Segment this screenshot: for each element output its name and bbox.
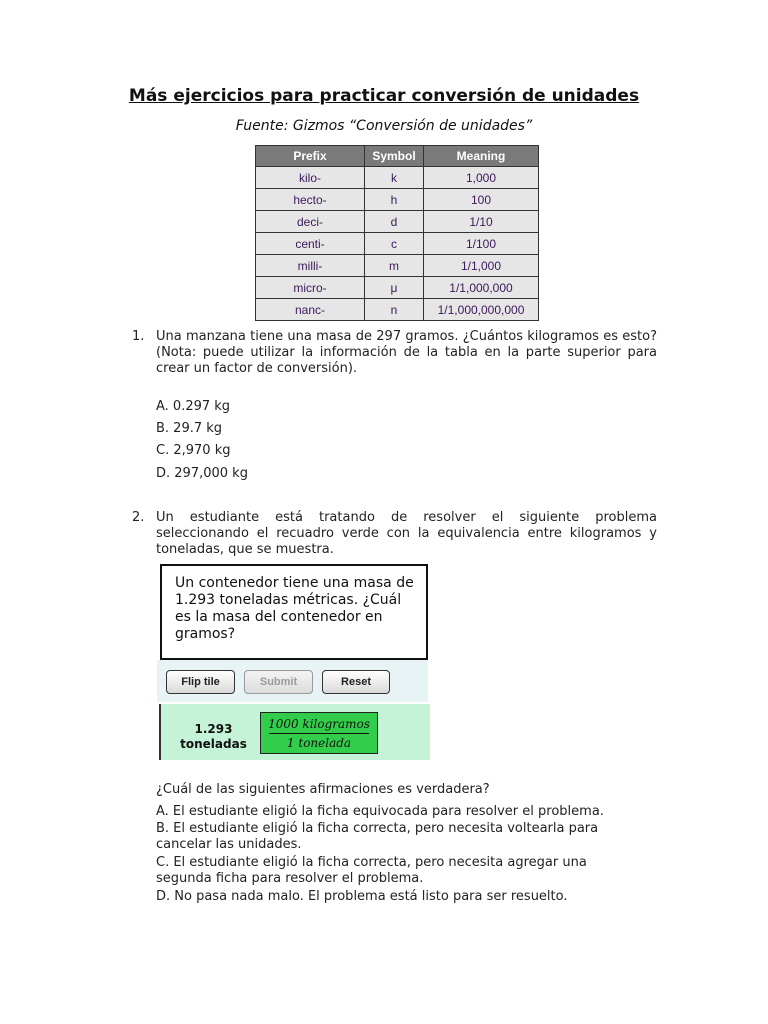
submit-button[interactable]: Submit bbox=[244, 670, 313, 694]
table-row bbox=[256, 255, 539, 277]
answer-option: A. El estudiante eligió la ficha equivocada para resolver el problema. bbox=[156, 804, 604, 819]
prefix-cell: micro- bbox=[256, 277, 365, 299]
quantity-unit: toneladas bbox=[180, 737, 247, 751]
answer-option: C. 2,970 kg bbox=[156, 443, 231, 458]
prefix-cell: nanc- bbox=[256, 299, 365, 321]
symbol-cell: d bbox=[365, 211, 424, 233]
question-1 bbox=[0, 329, 768, 389]
symbol-cell: k bbox=[365, 167, 424, 189]
prefix-cell: hecto- bbox=[256, 189, 365, 211]
prefix-table bbox=[255, 145, 539, 321]
answer-option-continued: segunda ficha para resolver el problema. bbox=[156, 871, 424, 886]
follow-up-question: ¿Cuál de las siguientes afirmaciones es verdadera? bbox=[156, 782, 490, 797]
symbol-cell: μ bbox=[365, 277, 424, 299]
source-subtitle: Fuente: Gizmos “Conversión de unidades” bbox=[235, 118, 533, 134]
table-header-row bbox=[256, 146, 539, 167]
meaning-cell: 1,000 bbox=[424, 167, 539, 189]
question-text: Una manzana tiene una masa de 297 gramos. ¿Cuántos kilogramos es esto? (Nota: puede utilizar la información de la tabla en la parte superior para crear un factor de conversión). bbox=[156, 329, 657, 376]
problem-box bbox=[160, 564, 428, 660]
prefix-cell: deci- bbox=[256, 211, 365, 233]
meaning-cell: 100 bbox=[424, 189, 539, 211]
table-row bbox=[256, 189, 539, 211]
table-row bbox=[256, 211, 539, 233]
flip-tile-button[interactable]: Flip tile bbox=[166, 670, 235, 694]
meaning-cell: 1/1,000 bbox=[424, 255, 539, 277]
symbol-cell: c bbox=[365, 233, 424, 255]
gizmo-toolbar bbox=[157, 660, 428, 702]
answer-option: D. No pasa nada malo. El problema está listo para ser resuelto. bbox=[156, 889, 568, 904]
symbol-cell: h bbox=[365, 189, 424, 211]
question-number: 2. bbox=[132, 510, 145, 525]
answer-option: C. El estudiante eligió la ficha correcta, pero necesita agregar una bbox=[156, 855, 587, 870]
starting-quantity bbox=[171, 722, 256, 752]
question-text: Un estudiante está tratando de resolver el siguiente problema seleccionando el recuadro verde con la equivalencia entre kilogramos y toneladas, que se muestra. bbox=[156, 510, 657, 557]
question-2 bbox=[0, 510, 768, 560]
header-symbol: Symbol bbox=[365, 146, 424, 167]
table-row bbox=[256, 299, 539, 321]
prefix-cell: kilo- bbox=[256, 167, 365, 189]
meaning-cell: 1/10 bbox=[424, 211, 539, 233]
table-row bbox=[256, 233, 539, 255]
symbol-cell: m bbox=[365, 255, 424, 277]
reset-button[interactable]: Reset bbox=[322, 670, 390, 694]
header-meaning: Meaning bbox=[424, 146, 539, 167]
symbol-cell: n bbox=[365, 299, 424, 321]
table-row bbox=[256, 167, 539, 189]
answer-option: A. 0.297 kg bbox=[156, 399, 231, 414]
answer-option: D. 297,000 kg bbox=[156, 466, 248, 481]
meaning-cell: 1/1,000,000,000 bbox=[424, 299, 539, 321]
page-title: Más ejercicios para practicar conversión de unidades bbox=[128, 86, 640, 106]
fraction-line bbox=[269, 733, 369, 734]
prefix-cell: milli- bbox=[256, 255, 365, 277]
tile-denominator: 1 tonelada bbox=[286, 736, 352, 750]
answer-option: B. El estudiante eligió la ficha correcta, pero necesita voltearla para bbox=[156, 821, 599, 836]
prefix-cell: centi- bbox=[256, 233, 365, 255]
conversion-tile[interactable] bbox=[260, 712, 378, 754]
quantity-value: 1.293 bbox=[194, 722, 233, 736]
meaning-cell: 1/1,000,000 bbox=[424, 277, 539, 299]
answer-option-continued: cancelar las unidades. bbox=[156, 837, 302, 852]
tile-numerator: 1000 kilogramos bbox=[268, 717, 370, 731]
problem-text: Un contenedor tiene una masa de 1.293 toneladas métricas. ¿Cuál es la masa del contenedor en gramos? bbox=[175, 575, 414, 642]
header-prefix: Prefix bbox=[256, 146, 365, 167]
meaning-cell: 1/100 bbox=[424, 233, 539, 255]
table-row bbox=[256, 277, 539, 299]
answer-option: B. 29.7 kg bbox=[156, 421, 223, 436]
question-number: 1. bbox=[132, 329, 145, 344]
conversion-workarea bbox=[159, 704, 430, 760]
